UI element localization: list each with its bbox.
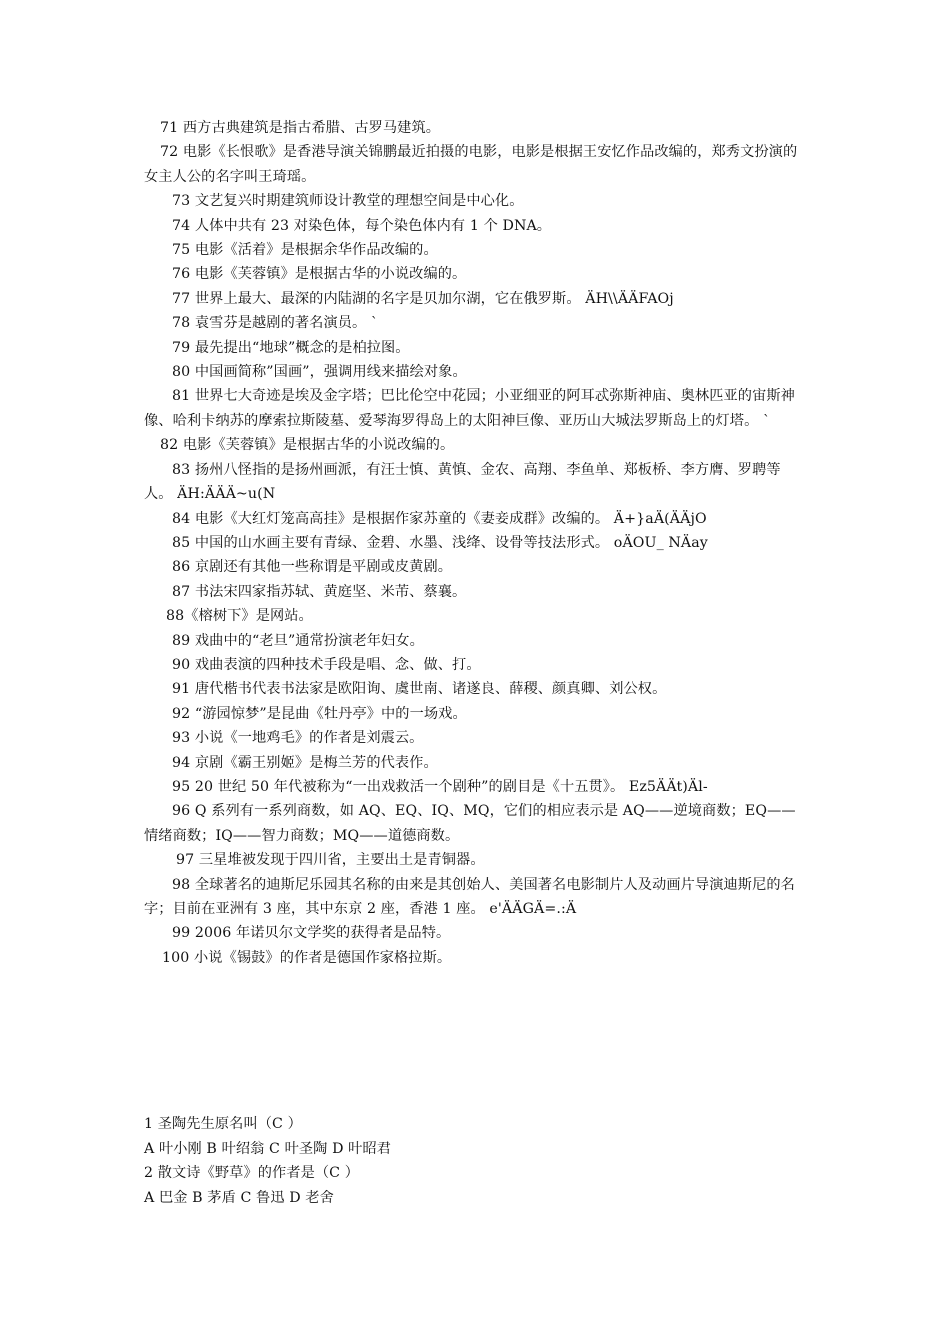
list-item: 90 戏曲表演的四种技术手段是唱、念、做、打。 bbox=[172, 656, 481, 673]
list-item: 79 最先提出“地球”概念的是柏拉图。 bbox=[172, 339, 410, 356]
list-item: 82 电影《芙蓉镇》是根据古华的小说改编的。 bbox=[160, 437, 455, 454]
list-item: 94 京剧《霸王别姬》是梅兰芳的代表作。 bbox=[172, 754, 438, 771]
list-item: 75 电影《活着》是根据余华作品改编的。 bbox=[172, 242, 438, 259]
list-item: 83 扬州八怪指的是扬州画派，有汪士慎、黄慎、金农、高翔、李鱼单、郑板桥、李方膺、罗聘等人。 ÄH:ÄÄÄ~u(N bbox=[144, 461, 781, 503]
list-item: 85 中国的山水画主要有青绿、金碧、水墨、浅绛、设骨等技法形式。 oÄOU_ NÄay bbox=[172, 534, 708, 551]
list-item: 80 中国画简称”国画”，强调用线来描绘对象。 bbox=[172, 364, 467, 381]
list-item: 78 袁雪芬是越剧的著名演员。 ` bbox=[172, 315, 379, 332]
quiz-options: A 叶小刚 B 叶绍翁 C 叶圣陶 D 叶昭君 bbox=[144, 1140, 392, 1157]
list-item: 96 Q 系列有一系列商数，如 AQ、EQ、IQ、MQ，它们的相应表示是 AQ——逆境商数；EQ——情绪商数；IQ——智力商数；MQ——道德商数。 bbox=[144, 803, 796, 844]
list-item: 100 小说《锡鼓》的作者是德国作家格拉斯。 bbox=[162, 949, 452, 966]
quiz-question: 2 散文诗《野草》的作者是（C ） bbox=[144, 1165, 360, 1182]
list-item: 87 书法宋四家指苏轼、黄庭坚、米芾、蔡襄。 bbox=[172, 583, 467, 600]
list-item: 97 三星堆被发现于四川省，主要出土是青铜器。 bbox=[176, 852, 485, 869]
list-item: 91 唐代楷书代表书法家是欧阳询、虞世南、诸遂良、薛稷、颜真卿、刘公权。 bbox=[172, 681, 667, 698]
list-item: 74 人体中共有 23 对染色体，每个染色体内有 1 个 DNA。 bbox=[172, 217, 552, 234]
list-item: 73 文艺复兴时期建筑师设计教堂的理想空间是中心化。 bbox=[172, 193, 524, 210]
quiz-options: A 巴金 B 茅盾 C 鲁迅 D 老舍 bbox=[144, 1189, 334, 1206]
statement-list bbox=[144, 116, 808, 970]
list-item: 93 小说《一地鸡毛》的作者是刘震云。 bbox=[172, 730, 424, 747]
list-item: 77 世界上最大、最深的内陆湖的名字是贝加尔湖，它在俄罗斯。 ÄH\\ÄÄFAOj bbox=[172, 290, 674, 307]
quiz-section bbox=[144, 1112, 808, 1210]
list-item: 89 戏曲中的“老旦”通常扮演老年妇女。 bbox=[172, 632, 424, 649]
list-item: 76 电影《芙蓉镇》是根据古华的小说改编的。 bbox=[172, 266, 467, 283]
list-item: 72 电影《长恨歌》是香港导演关锦鹏最近拍摄的电影，电影是根据王安忆作品改编的，郑秀文扮演的女主人公的名字叫王琦瑶。 bbox=[144, 144, 798, 185]
list-item: 71 西方古典建筑是指古希腊、古罗马建筑。 bbox=[160, 120, 441, 136]
list-item: 98 全球著名的迪斯尼乐园其名称的由来是其创始人、美国著名电影制片人及动画片导演迪斯尼的名字；目前在亚洲有 3 座，其中东京 2 座，香港 1 座。 e'ÄÄGÄ=.:Ä bbox=[144, 876, 795, 917]
list-item: 95 20 世纪 50 年代被称为“一出戏救活一个剧种”的剧目是《十五贯》。 Ez5ÄÄt)Äl- bbox=[172, 778, 708, 795]
list-item: 99 2006 年诺贝尔文学奖的获得者是品特。 bbox=[172, 925, 451, 942]
list-item: 92 “游园惊梦”是昆曲《牡丹亭》中的一场戏。 bbox=[172, 705, 467, 722]
list-item: 81 世界七大奇迹是埃及金字塔；巴比伦空中花园；小亚细亚的阿耳忒弥斯神庙、奥林匹亚的宙斯神像、哈利卡纳苏的摩索拉斯陵墓、爱琴海罗得岛上的太阳神巨像、亚历山大城法罗斯岛上的灯塔。 ` bbox=[144, 388, 795, 429]
list-item: 86 京剧还有其他一些称谓是平剧或皮黄剧。 bbox=[172, 559, 453, 576]
list-item: 88《榕树下》是网站。 bbox=[166, 608, 313, 625]
quiz-question: 1 圣陶先生原名叫（C ） bbox=[144, 1116, 302, 1132]
list-item: 84 电影《大红灯笼高高挂》是根据作家苏童的《妻妾成群》改编的。 Ä+}aÄ(ÄÄjO bbox=[172, 510, 707, 527]
